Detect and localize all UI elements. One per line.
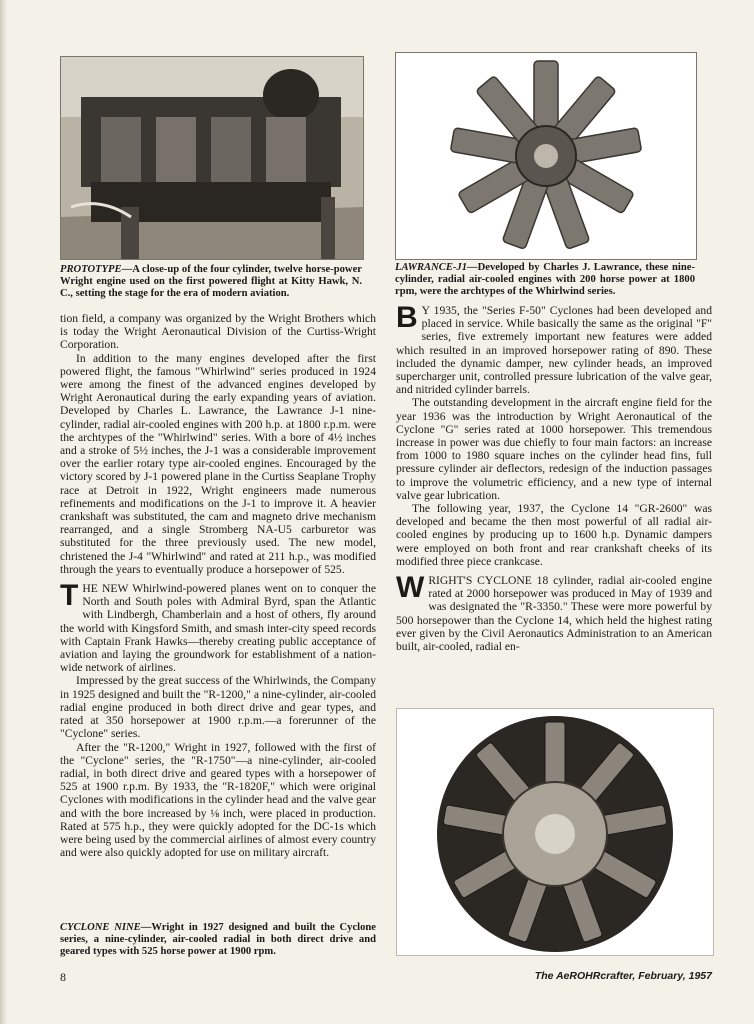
left-paragraph-2: In addition to the many engines developed after the first powered flight, the famous "Whirlwind" series produced in 1924 were among the finest of the advanced engines developed by Wright Aeronautical during the early expanding years of aviation. Developed by Charles L. Lawrance, the Lawrance J-1 nine-cylinder, radial air-cooled engines with 200 h.p. at 1800 r.p.m. were the archtypes of the "Whirlwind" series. With a bore of 4½ inches and a stroke of 5½ inches, the J-1 was a considerable improvement over the earlier rotary type air-cooled engines. Encouraged by the victory scored by J-1 powered plane in the Curtiss Seaplane Trophy race at Detroit in 1922, Wright engineers made numerous refinements and modifications on the J-1 to improve it. A heavier crankshaft was substituted, the cam and magneto drive mechanism rearranged, and a single Stromberg NA-U5 carburetor was substituted for the three previously used. The new model, christened the J-4 "Whirlwind" and rated at 211 h.p., was modified through the years to eventually produce a horsepower of 525. bbox=[60, 351, 376, 576]
right-paragraph-4-text: RIGHT'S CYCLONE 18 cylinder, radial air-cooled engine rated at 2000 horsepower was produced in May of 1939 and was designated the "R-3350." These were more powerful by 500 horsepower than the Cyclone 14, which held the highest rating ever given by the Civil Aeronautics Administration to an American built, air-cooled, radial en- bbox=[396, 574, 712, 654]
dropcap-w: W bbox=[396, 571, 425, 605]
prototype-caption-lead: PROTOTYPE bbox=[60, 264, 122, 275]
left-paragraph-4: Impressed by the great success of the Whirlwinds, the Company in 1925 designed and built the "R-1200," a nine-cylinder, air-cooled radial engine produced in both direct drive and gear types, and rated at 350 horsepower at 1900 r.p.m.—a forerunner of the "Cyclone" series. bbox=[60, 674, 376, 741]
binding-edge bbox=[0, 0, 7, 1024]
right-paragraph-2: The outstanding development in the aircraft engine field for the year 1936 was the introduction by Wright Aeronautical of the Cyclone "G" series rated at 1000 horsepower. This tremendous increase in power was due chiefly to four main factors: an increase from 1000 to 1980 square inches on the cylinder head fins, full pressure cylinder air deflectors, redesign of the induction passages to improve the volumetric efficiency, and a new type of internal valve gear lubrication. bbox=[396, 396, 712, 502]
publication-footer: The AeROHRcrafter, February, 1957 bbox=[534, 970, 712, 982]
lawrance-j1-photo bbox=[395, 52, 697, 260]
cyclone-caption-text: —Wright in 1927 designed and built the Cyclone series, a nine-cylinder, air-cooled radial in both direct drive and geared types with 525 horse power at 1900 rpm. bbox=[60, 922, 376, 958]
dropcap-b: B bbox=[396, 301, 418, 334]
cyclone-engine-photo bbox=[396, 708, 714, 956]
lawrance-caption bbox=[395, 262, 695, 299]
right-column bbox=[396, 301, 712, 654]
right-paragraph-1 bbox=[396, 301, 712, 397]
left-paragraph-3-text: HE NEW Whirlwind-powered planes went on to conquer the North and South poles with Admiral Byrd, span the Atlantic with Lindbergh, Chamberlain and a host of others, fly around the world with Kingsford Smith, and smash inter-city speed records with Captain Frank Hawks—thereby creating public acceptance of aviation and laying the groundwork for establishment of a nation-wide network of airlines. bbox=[60, 582, 376, 675]
lawrance-caption-text: —Developed by Charles J. Lawrance, these nine-cylinder, radial air-cooled engines with 200 horse power at 1800 rpm, were the archtypes of the Whirlwind series. bbox=[395, 262, 695, 298]
cyclone-caption-lead: CYCLONE NINE bbox=[60, 922, 141, 933]
right-paragraph-1-text: Y 1935, the "Series F-50" Cyclones had been developed and placed in service. While basically the same as the original "F" series, five extremely important new features were added which resulted in an improved horsepower rating of 890. These included the dynamic damper, new cylinder heads, an improved supercharger unit, controlled pressure lubrication of the valve gear, and nitrided cylinder barrels. bbox=[396, 304, 712, 397]
lawrance-caption-lead: LAWRANCE-J1 bbox=[395, 262, 468, 273]
left-paragraph-5: After the "R-1200," Wright in 1927, followed with the first of the "Cyclone" series, the "R-1750"—a nine-cylinder, air-cooled radial, in both direct drive and geared types with a horsepower of 525 at 1900 r.p.m. By 1933, the "R-1820F," which were original Cyclones with modifications in the cylinder head and the valve gear and with the bore increased by ⅛ inch, were placed in production. Rated at 575 h.p., they were quickly adopted for the DC-1s which were being used by the commercial airlines of almost every country and were also quickly adopted for use on military aircraft. bbox=[60, 740, 376, 860]
prototype-engine-photo bbox=[60, 56, 364, 260]
cyclone-caption bbox=[60, 922, 376, 959]
page-number: 8 bbox=[60, 970, 66, 984]
prototype-caption-text: —A close-up of the four cylinder, twelve horse-power Wright engine used on the first powered flight at Kitty Hawk, N. C., setting the stage for the era of modern aviation. bbox=[60, 264, 362, 300]
left-column bbox=[60, 312, 376, 859]
left-paragraph-3 bbox=[60, 579, 376, 675]
prototype-caption bbox=[60, 264, 362, 301]
dropcap-t: T bbox=[60, 579, 79, 613]
right-paragraph-3: The following year, 1937, the Cyclone 14 "GR-2600" was developed and became the then most powerful of all radial air-cooled engines by producing up to 1600 h.p. Dynamic dampers were employed on both front and rear crankshaft cheeks of its modified three piece crankcase. bbox=[396, 502, 712, 568]
right-paragraph-4 bbox=[396, 571, 712, 654]
left-paragraph-1: tion field, a company was organized by the Wright Brothers which is today the Wright Aeronautical Division of the Curtiss-Wright Corporation. bbox=[60, 312, 376, 352]
